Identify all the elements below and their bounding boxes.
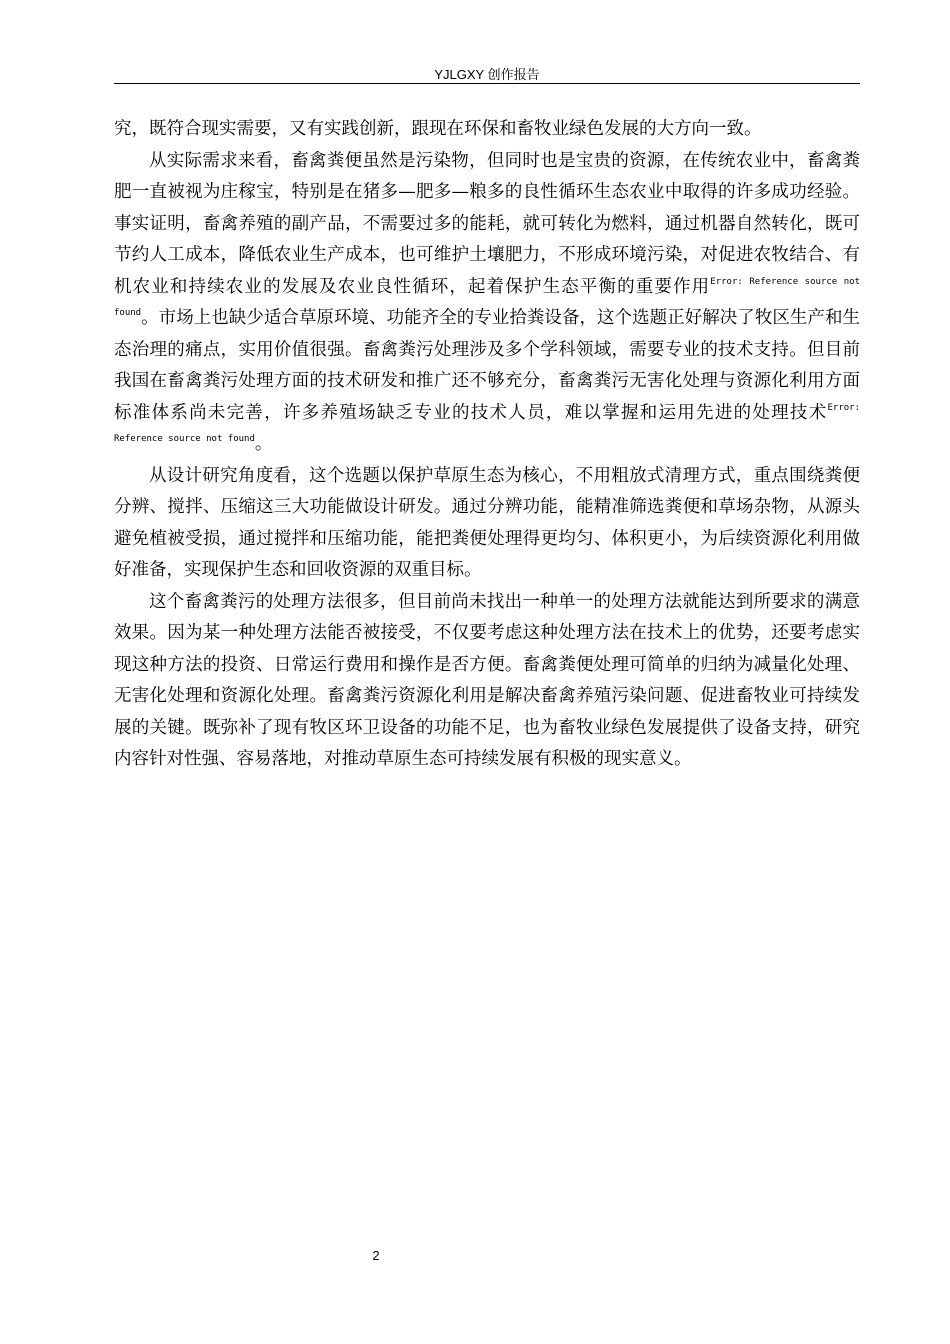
header-divider	[114, 83, 860, 84]
paragraph-treatment-methods: 这个畜禽粪污的处理方法很多，但目前尚未找出一种单一的处理方法就能达到所要求的满意效果。因为某一种处理方法能否被接受，不仅要考虑这种处理方法在技术上的优势，还要考虑实现这种方法的投资、日常运行费用和操作是否方便。畜禽粪便处理可简单的归纳为减量化处理、无害化处理和资源化处理。畜禽粪污资源化利用是解决畜禽养殖污染问题、促进畜牧业可持续发展的关键。既弥补了现有牧区环卫设备的功能不足，也为畜牧业绿色发展提供了设备支持，研究内容针对性强、容易落地，对推动草原生态可持续发展有积极的现实意义。	[114, 591, 860, 769]
document-body	[114, 114, 860, 776]
paragraph-text: 从实际需求来看，畜禽粪便虽然是污染物，但同时也是宝贵的资源，在传统农业中，畜禽粪肥一直被视为庄稼宝，特别是在猪多—肥多—粮多的良性循环生态农业中取得的许多成功经验。事实证明，畜禽养殖的副产品，不需要过多的能耗，就可转化为燃料，通过机器自然转化，既可节约人工成本，降低农业生产成本，也可维护土壤肥力，不形成环境污染，对促进农牧结合、有机农业和持续农业的发展及农业良性循环，起着保护生态平衡的重要作用	[114, 150, 860, 297]
paragraph-text: 。	[254, 434, 273, 454]
page-number: 2	[372, 1248, 380, 1263]
paragraph-continuation: 究，既符合现实需要，又有实践创新，跟现在环保和畜牧业绿色发展的大方向一致。	[114, 119, 762, 139]
paragraph-design-research: 从设计研究角度看，这个选题以保护草原生态为核心，不用粗放式清理方式，重点围绕粪便分辨、搅拌、压缩这三大功能做设计研发。通过分辨功能，能精准筛选粪便和草场杂物，从源头避免植被受损，通过搅拌和压缩功能，能把粪便处理得更均匀、体积更小，为后续资源化利用做好准备，实现保护生态和回收资源的双重目标。	[114, 465, 860, 580]
reference-error-marker: Error: Reference source not found	[114, 402, 860, 444]
paragraph-practical-demand	[114, 146, 860, 461]
reference-error-marker: Error: Reference source not found	[114, 276, 860, 318]
page-header: YJLGXY 创作报告	[434, 67, 540, 82]
paragraph-text: 。市场上也缺少适合草原环境、功能齐全的专业拾粪设备，这个选题正好解决了牧区生产和生态治理的痛点，实用价值很强。畜禽粪污处理涉及多个学科领域，需要专业的技术支持。但目前我国在畜禽粪污处理方面的技术研发和推广还不够充分，畜禽粪污无害化处理与资源化利用方面标准体系尚未完善，许多养殖场缺乏专业的技术人员，难以掌握和运用先进的处理技术	[114, 308, 860, 423]
